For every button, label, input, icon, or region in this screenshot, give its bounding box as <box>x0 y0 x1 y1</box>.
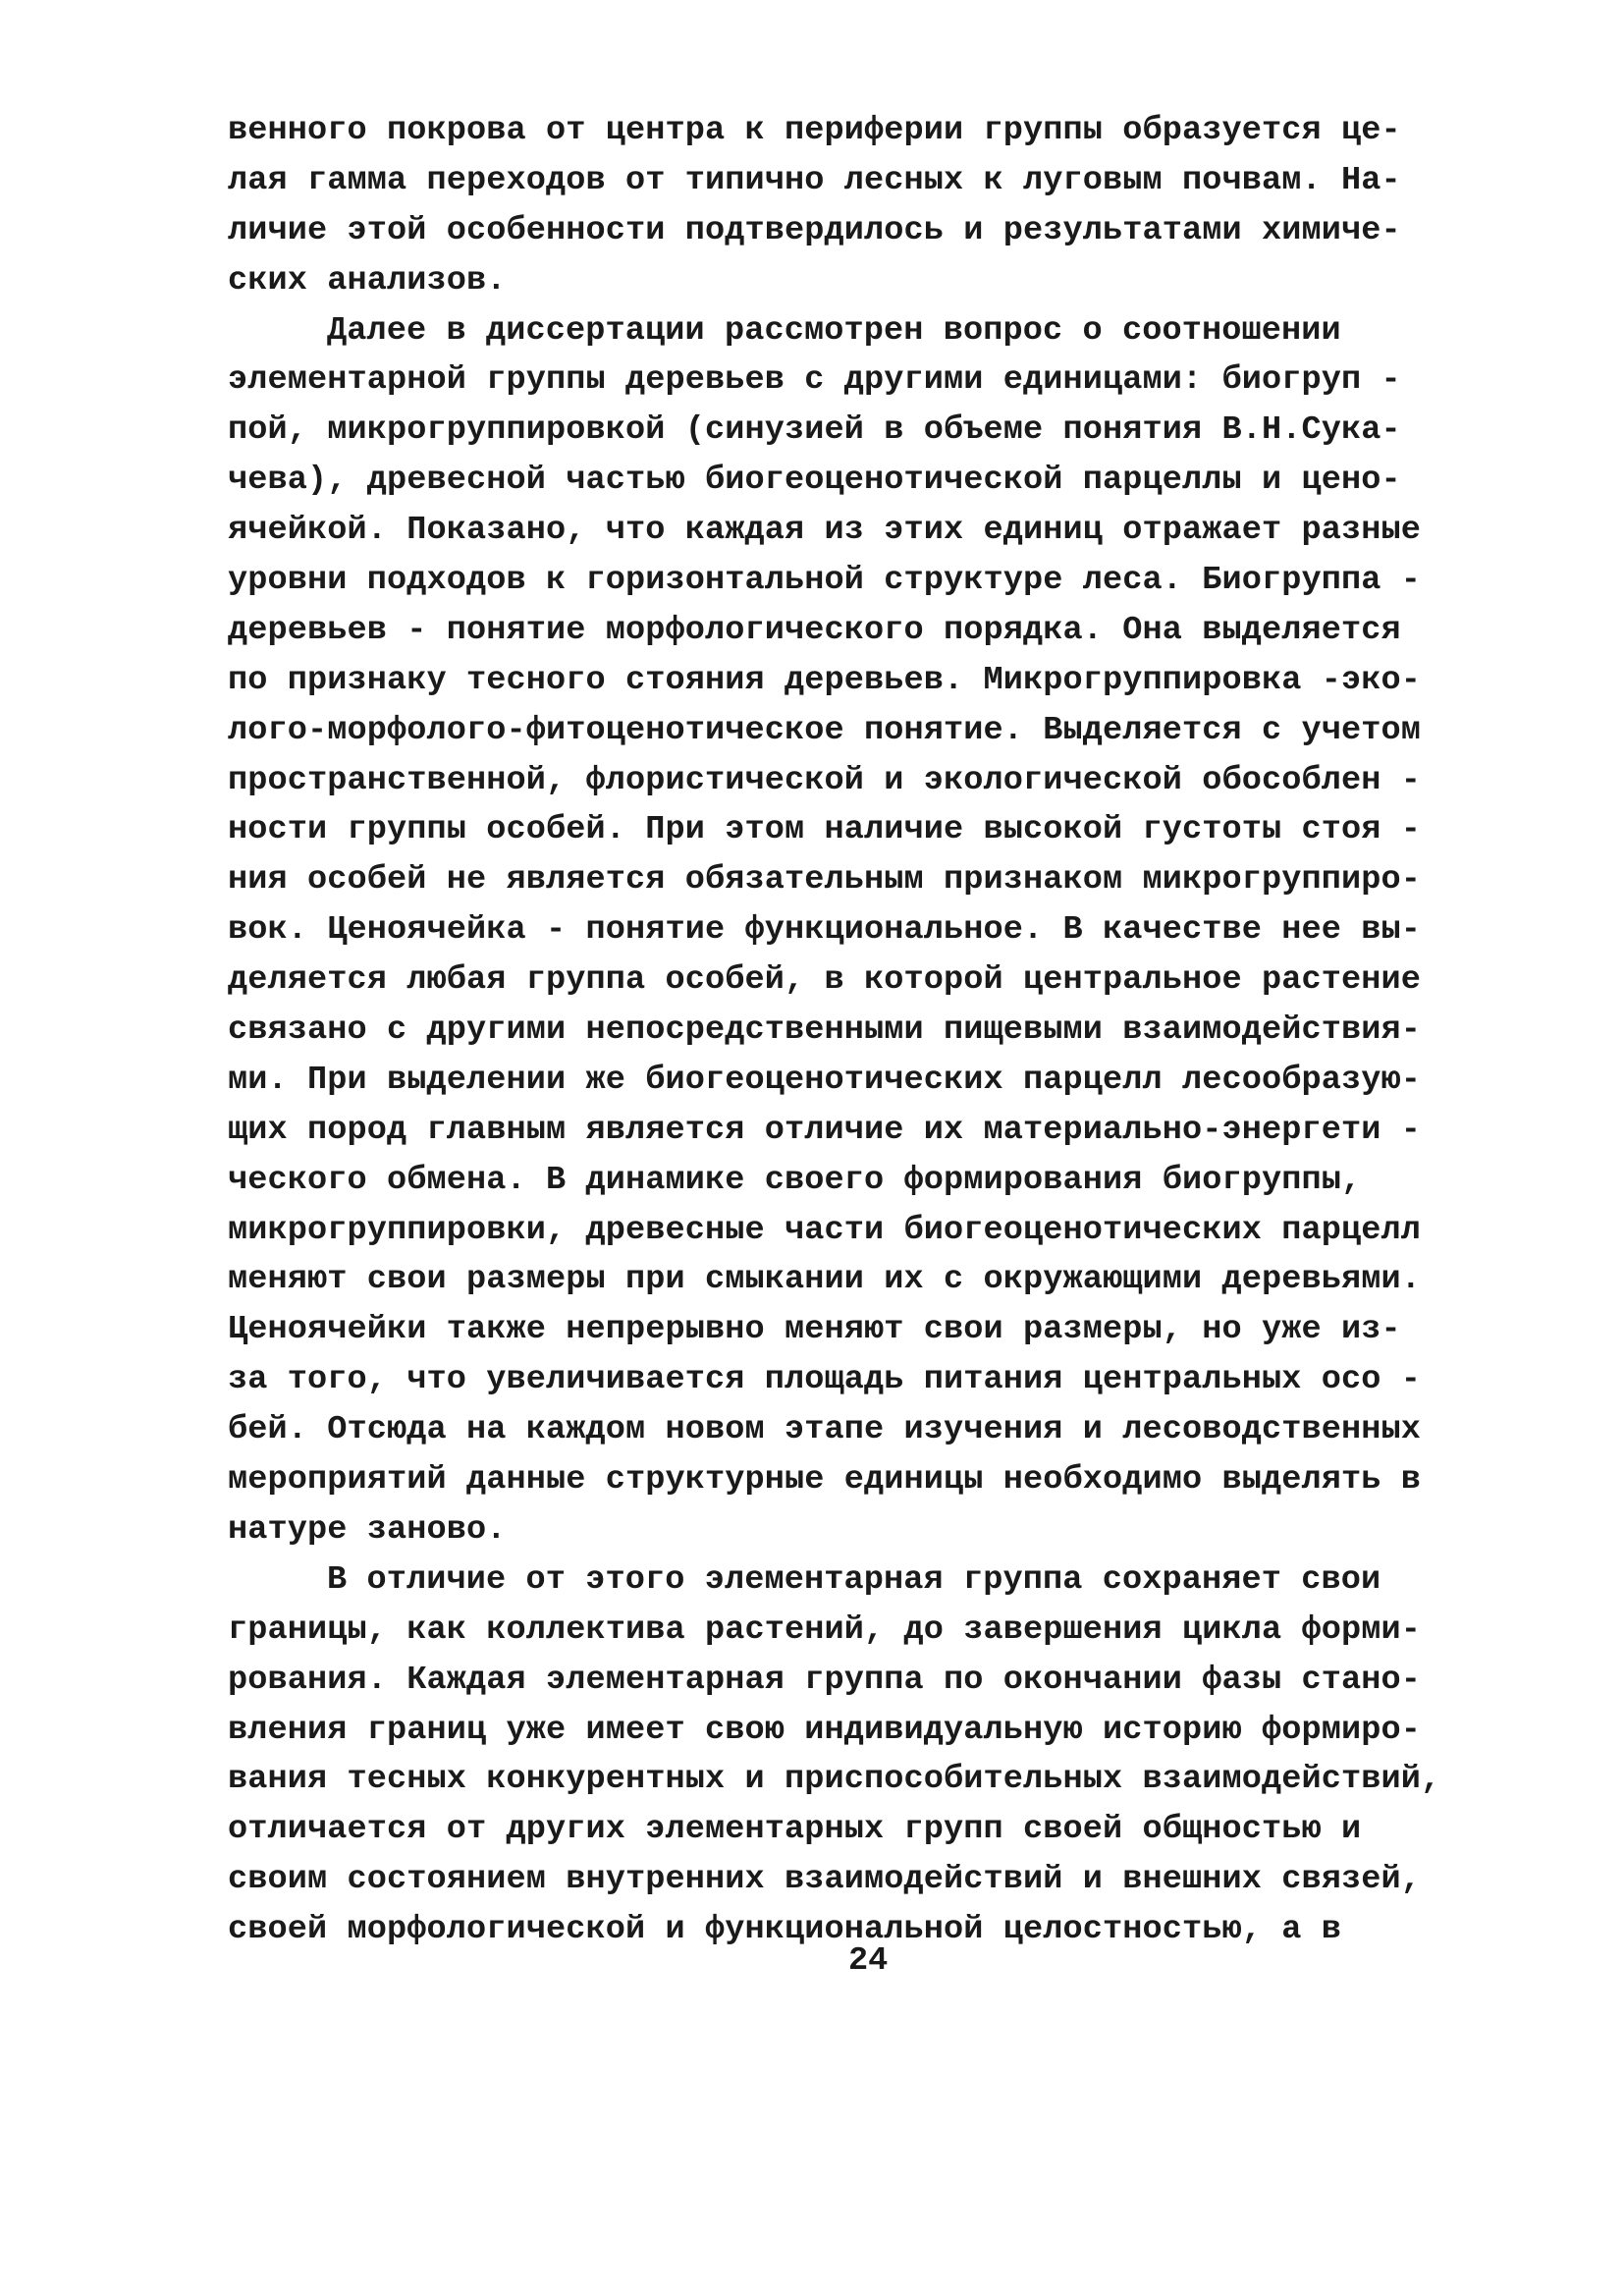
text-line: ческого обмена. В динамике своего формирования биогруппы, <box>228 1161 1362 1199</box>
text-line: за того, что увеличивается площадь питания центральных осо - <box>228 1361 1422 1399</box>
text-line: ми. При выделении же биогеоценотических парцелл лесообразую- <box>228 1061 1422 1099</box>
text-line: вания тесных конкурентных и приспособительных взаимодействий, <box>228 1761 1441 1799</box>
body-text <box>228 106 1445 1955</box>
text-line: элементарной группы деревьев с другими единицами: биогруп - <box>228 361 1401 400</box>
text-line: щих пород главным является отличие их материально-энергети - <box>228 1111 1422 1149</box>
text-line: меняют свои размеры при смыкании их с окружающими деревьями. <box>228 1261 1422 1299</box>
text-line: лого-морфолого-фитоценотическое понятие. Выделяется с учетом <box>228 711 1422 749</box>
text-line: лая гамма переходов от типично лесных к луговым почвам. На- <box>228 161 1401 199</box>
text-line: по признаку тесного стояния деревьев. Микрогруппировка -эко- <box>228 661 1422 699</box>
text-line: натуре заново. <box>228 1510 507 1549</box>
text-line: пой, микрогруппировкой (синузией в объеме понятия В.Н.Сука- <box>228 411 1401 450</box>
text-line: ния особей не является обязательным признаком микрогруппиро- <box>228 861 1422 900</box>
page-number: 24 <box>848 1942 889 1980</box>
text-line: Далее в диссертации рассмотрен вопрос о соотношении <box>327 311 1341 350</box>
text-line: своим состоянием внутренних взаимодействий и внешних связей, <box>228 1861 1422 1899</box>
text-line: своей морфологической и функциональной целостностью, а в <box>228 1911 1342 1949</box>
text-line: микрогруппировки, древесные части биогеоценотических парцелл <box>228 1211 1422 1249</box>
text-line: венного покрова от центра к периферии группы образуется це- <box>228 112 1401 149</box>
text-line: личие этой особенности подтвердилось и результатами химиче- <box>228 211 1401 249</box>
text-line: вок. Ценоячейка - понятие функциональное. В качестве нее вы- <box>228 911 1422 950</box>
text-line: чева), древесной частью биогеоценотической парцеллы и цено- <box>228 462 1401 500</box>
text-line: ских анализов. <box>228 261 507 300</box>
text-line: вления границ уже имеет свою индивидуальную историю формиро- <box>228 1711 1422 1749</box>
text-line: Ценоячейки также непрерывно меняют свои размеры, но уже из- <box>228 1311 1401 1349</box>
text-line: пространственной, флористической и экологической обособлен - <box>228 761 1422 799</box>
text-line: бей. Отсюда на каждом новом этапе изучения и лесоводственных <box>228 1411 1422 1449</box>
text-line: мероприятий данные структурные единицы необходимо выделять в <box>228 1461 1422 1500</box>
text-line: деляется любая группа особей, в которой центральное растение <box>228 961 1422 1000</box>
text-line: В отличие от этого элементарная группа сохраняет свои <box>327 1560 1381 1599</box>
text-line: отличается от других элементарных групп своей общностью и <box>228 1811 1362 1849</box>
text-line: уровни подходов к горизонтальной структуре леса. Биогруппа - <box>228 562 1422 600</box>
text-line: рования. Каждая элементарная группа по окончании фазы стано- <box>228 1661 1422 1699</box>
text-line: ячейкой. Показано, что каждая из этих единиц отражает разные <box>228 512 1422 550</box>
text-line: ности группы особей. При этом наличие высокой густоты стоя - <box>228 811 1422 849</box>
text-line: деревьев - понятие морфологического порядка. Она выделяется <box>228 611 1401 649</box>
text-line: связано с другими непосредственными пищевыми взаимодействия- <box>228 1011 1422 1050</box>
text-line: границы, как коллектива растений, до завершения цикла форми- <box>228 1610 1422 1649</box>
